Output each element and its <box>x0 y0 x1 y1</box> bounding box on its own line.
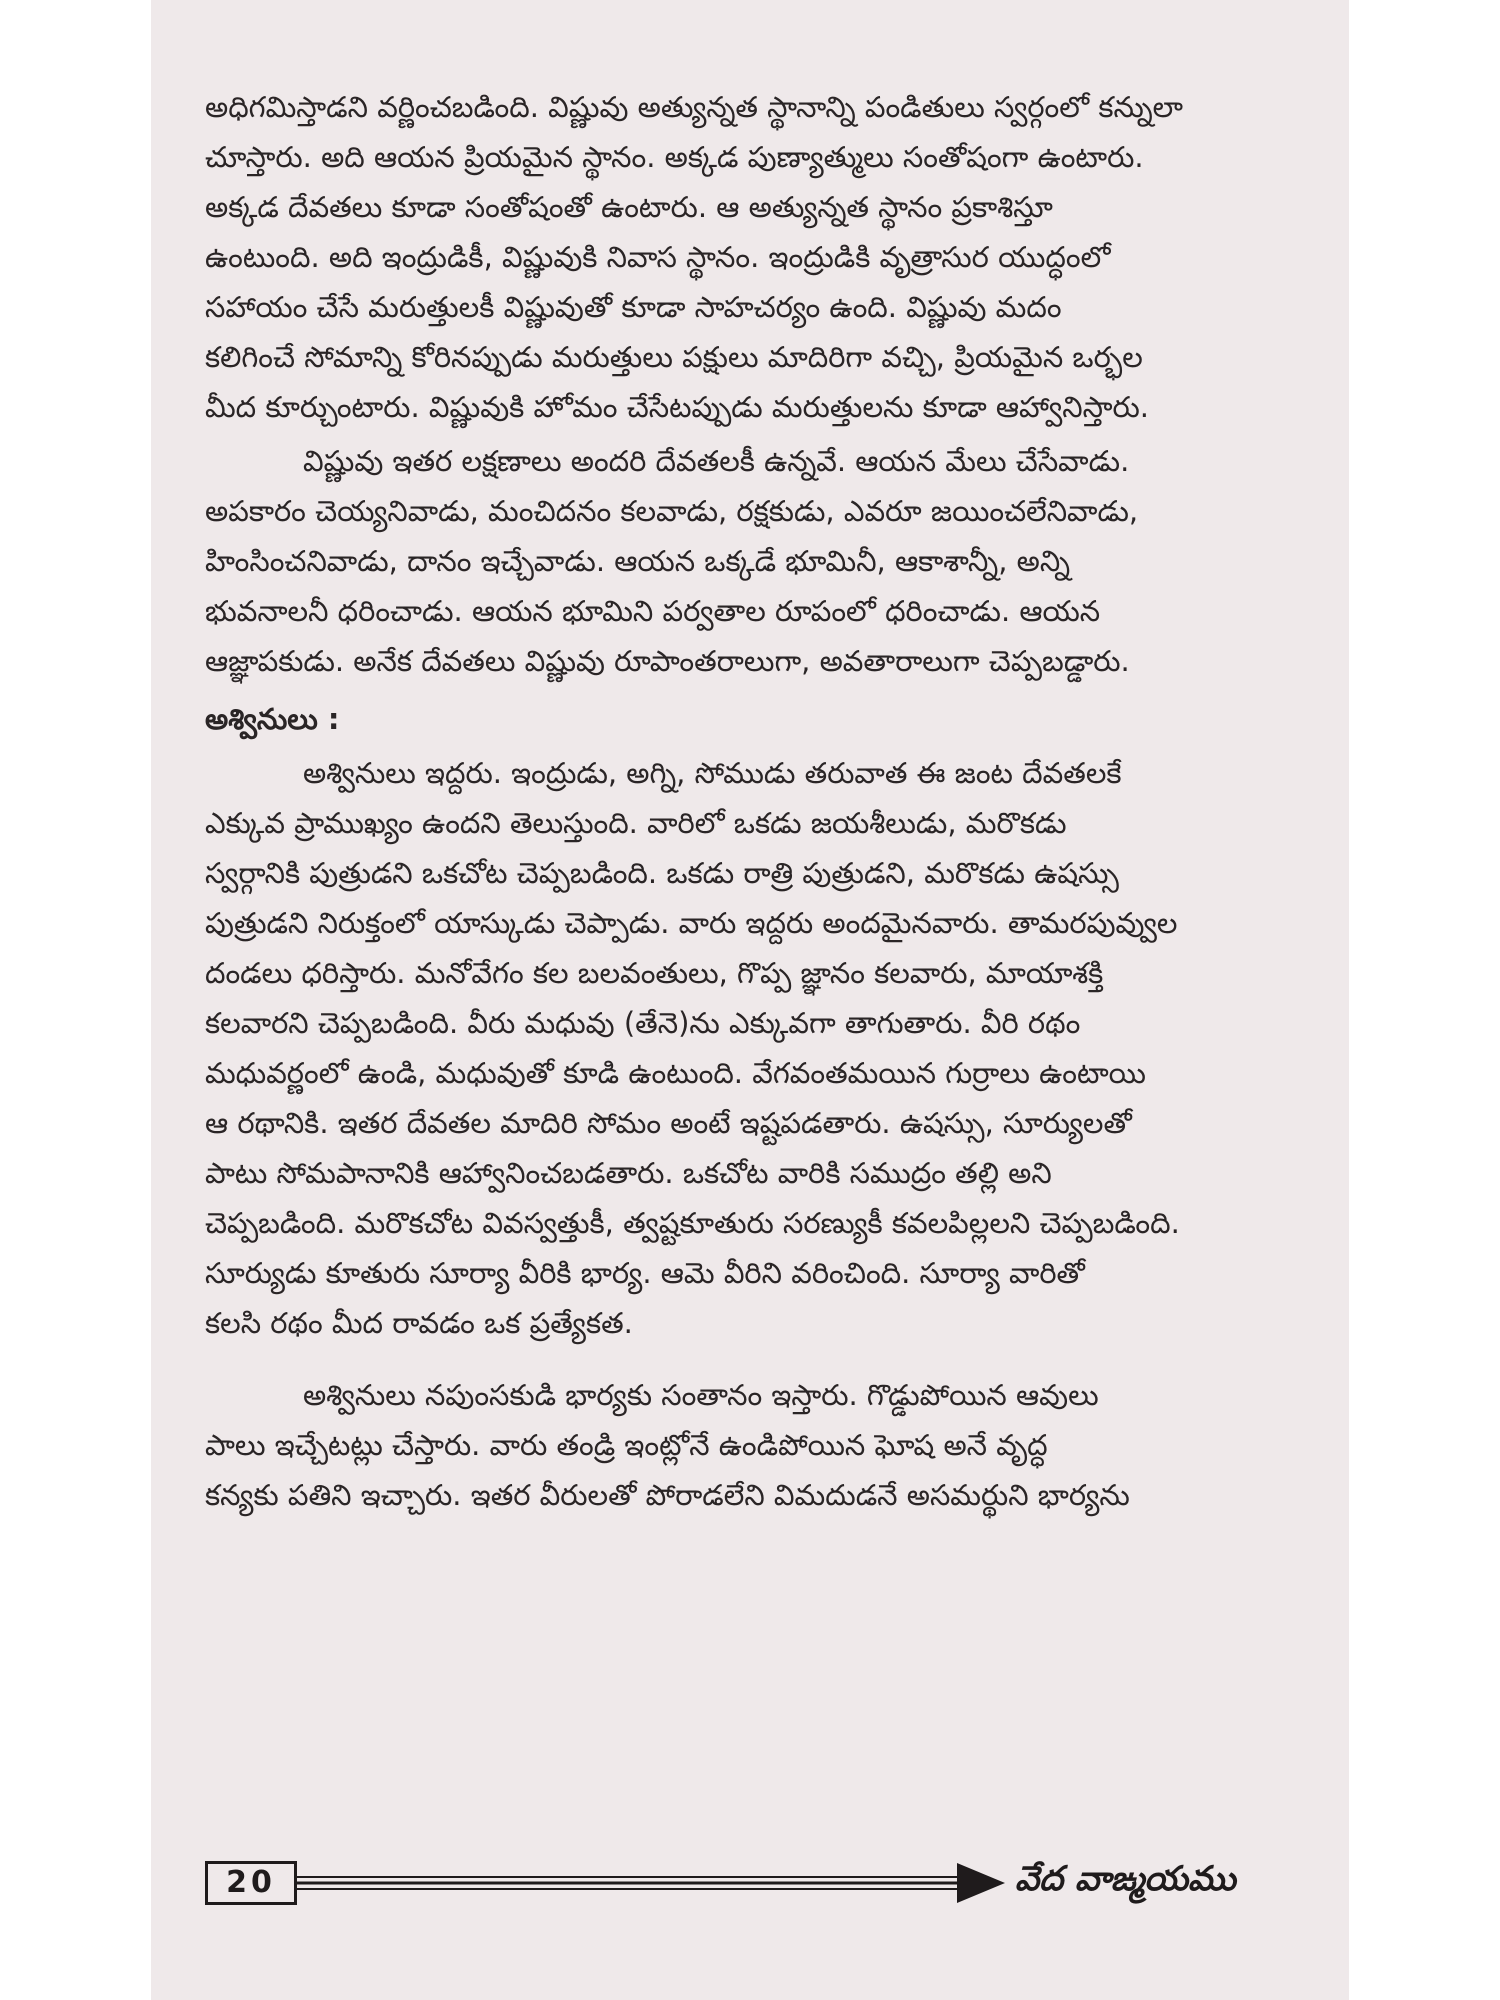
text-line: భువనాలనీ ధరించాడు. ఆయన భూమిని పర్వతాల రూపంలో ధరించాడు. ఆయన <box>205 594 1101 628</box>
text-line: చెప్పబడింది. మరొకచోట వివస్వత్తుకీ, త్వష్టకూతురు సరణ్యుకీ కవలపిల్లలని చెప్పబడింది. <box>205 1206 1180 1240</box>
book-title: వేద వాఙ్మయము <box>1015 1859 1236 1899</box>
text-line: హింసించనివాడు, దానం ఇచ్చేవాడు. ఆయన ఒక్కడే భూమినీ, ఆకాశాన్నీ, అన్ని <box>205 544 1071 578</box>
text-line: కలిగించే సోమాన్ని కోరినప్పుడు మరుత్తులు పక్షులు మాదిరిగా వచ్చి, ప్రియమైన ఒర్భల <box>205 340 1143 374</box>
text-line: పుత్రుడని నిరుక్తంలో యాస్కుడు చెప్పాడు. వారు ఇద్దరు అందమైనవారు. తామరపువ్వుల <box>205 906 1178 940</box>
text-line: కన్యకు పతిని ఇచ్చారు. ఇతర వీరులతో పోరాడలేని విమదుడనే అసమర్థుని భార్యను <box>205 1478 1130 1512</box>
text-line: అపకారం చెయ్యనివాడు, మంచిదనం కలవాడు, రక్షకుడు, ఎవరూ జయించలేనివాడు, <box>205 494 1139 528</box>
page-footer <box>205 1855 1325 1915</box>
text-line: పాలు ఇచ్చేటట్లు చేస్తారు. వారు తండ్రి ఇంట్లోనే ఉండిపోయిన ఘోష అనే వృద్ధ <box>205 1428 1048 1462</box>
text-line: చూస్తారు. అది ఆయన ప్రియమైన స్థానం. అక్కడ పుణ్యాత్ములు సంతోషంగా ఉంటారు. <box>205 140 1144 174</box>
text-line: మధువర్ణంలో ఉండి, మధువుతో కూడి ఉంటుంది. వేగవంతమయిన గుర్రాలు ఉంటాయి <box>205 1056 1146 1090</box>
text-line: ఉంటుంది. అది ఇంద్రుడికీ, విష్ణువుకి నివాస స్థానం. ఇంద్రుడికి వృత్రాసుర యుద్ధంలో <box>205 240 1111 274</box>
page-body <box>205 82 1315 1520</box>
text-line: సూర్యుడు కూతురు సూర్యా వీరికి భార్య. ఆమె వీరిని వరించింది. సూర్యా వారితో <box>205 1256 1085 1290</box>
text-line: అధిగమిస్తాడని వర్ణించబడింది. విష్ణువు అత్యున్నత స్థానాన్ని పండితులు స్వర్గంలో కన్నులా <box>205 90 1183 124</box>
text-line: స్వర్గానికి పుత్రుడని ఒకచోట చెప్పబడింది. ఒకడు రాత్రి పుత్రుడని, మరొకడు ఉషస్సు <box>205 856 1119 890</box>
text-line: అశ్వినులు నపుంసకుడి భార్యకు సంతానం ఇస్తారు. గొడ్డుపోయిన ఆవులు <box>303 1378 1099 1412</box>
text-line: అక్కడ దేవతలు కూడా సంతోషంతో ఉంటారు. ఆ అత్యున్నత స్థానం ప్రకాశిస్తూ <box>205 190 1053 224</box>
section-heading: అశ్వినులు : <box>205 702 340 736</box>
text-line: సహాయం చేసే మరుత్తులకీ విష్ణువుతో కూడా సాహచర్యం ఉంది. విష్ణువు మదం <box>205 290 1062 324</box>
text-line: ఎక్కువ ప్రాముఖ్యం ఉందని తెలుస్తుంది. వారిలో ఒకడు జయశీలుడు, మరొకడు <box>205 806 1067 840</box>
text-line: విష్ణువు ఇతర లక్షణాలు అందరి దేవతలకీ ఉన్నవే. ఆయన మేలు చేసేవాడు. <box>303 444 1130 478</box>
text-line: మీద కూర్చుంటారు. విష్ణువుకి హోమం చేసేటప్పుడు మరుత్తులను కూడా ఆహ్వానిస్తారు. <box>205 390 1150 424</box>
arrow-right-icon <box>297 1863 1007 1907</box>
text-line: దండలు ధరిస్తారు. మనోవేగం కల బలవంతులు, గొప్ప జ్ఞానం కలవారు, మాయాశక్తి <box>205 956 1104 990</box>
text-line: కలవారని చెప్పబడింది. వీరు మధువు (తేనె)ను ఎక్కువగా తాగుతారు. వీరి రథం <box>205 1006 1081 1040</box>
text-line: అశ్వినులు ఇద్దరు. ఇంద్రుడు, అగ్ని, సోముడు తరువాత ఈ జంట దేవతలకే <box>303 756 1122 790</box>
text-line: కలసి రథం మీద రావడం ఒక ప్రత్యేకత. <box>205 1306 633 1340</box>
text-line: ఆజ్ఞాపకుడు. అనేక దేవతలు విష్ణువు రూపాంతరాలుగా, అవతారాలుగా చెప్పబడ్డారు. <box>205 644 1130 678</box>
book-page <box>151 0 1349 2000</box>
text-line: పాటు సోమపానానికి ఆహ్వానించబడతారు. ఒకచోట వారికి సముద్రం తల్లి అని <box>205 1156 1052 1190</box>
page-number: 20 <box>205 1861 297 1905</box>
text-line: ఆ రథానికి. ఇతర దేవతల మాదిరి సోమం అంటే ఇష్టపడతారు. ఉషస్సు, సూర్యులతో <box>205 1106 1132 1140</box>
